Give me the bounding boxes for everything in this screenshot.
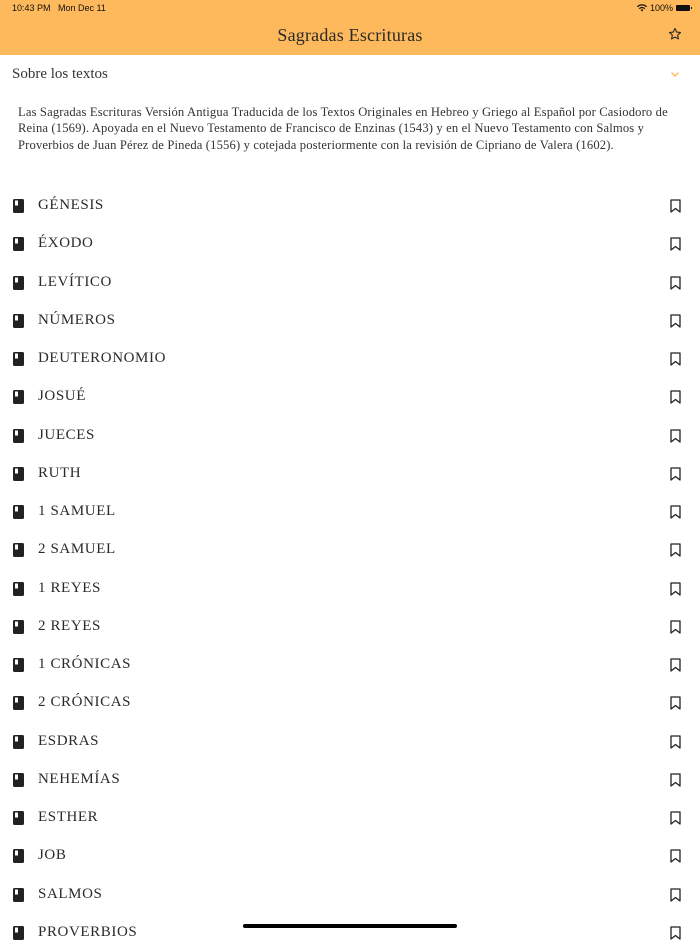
battery-percent: 100% [649, 3, 673, 13]
book-row[interactable] [0, 455, 700, 493]
bookmark-icon[interactable] [670, 620, 681, 634]
book-name: NÚMEROS [38, 311, 116, 328]
status-indicators [637, 3, 690, 13]
book-icon [13, 888, 24, 902]
bookmark-icon[interactable] [670, 352, 681, 366]
book-icon [13, 582, 24, 596]
bookmark-icon[interactable] [670, 658, 681, 672]
book-name: JOSUÉ [38, 388, 87, 405]
book-name: JUECES [38, 426, 95, 443]
home-indicator[interactable] [243, 924, 457, 928]
book-row[interactable] [0, 570, 700, 608]
bookmark-icon[interactable] [670, 199, 681, 213]
book-row[interactable] [0, 493, 700, 531]
book-row[interactable] [0, 264, 700, 302]
book-name: 1 SAMUEL [38, 503, 116, 519]
book-icon [13, 543, 24, 557]
book-name: ÉXODO [38, 235, 94, 252]
book-row[interactable] [0, 837, 700, 875]
book-icon [13, 505, 24, 519]
bookmark-icon[interactable] [670, 926, 681, 940]
book-icon [13, 658, 24, 672]
bookmark-icon[interactable] [670, 390, 681, 404]
bookmark-icon[interactable] [670, 467, 681, 481]
book-row[interactable] [0, 914, 700, 952]
wifi-icon [637, 4, 647, 12]
book-row[interactable] [0, 417, 700, 455]
book-name: LEVÍTICO [38, 273, 112, 290]
about-texts-toggle[interactable] [0, 55, 700, 95]
book-icon [13, 849, 24, 863]
bookmark-icon[interactable] [670, 888, 681, 902]
book-row[interactable] [0, 531, 700, 569]
bookmark-icon[interactable] [670, 696, 681, 710]
book-icon [13, 811, 24, 825]
book-icon [13, 237, 24, 251]
bookmark-icon[interactable] [670, 237, 681, 251]
book-row[interactable] [0, 340, 700, 378]
book-icon [13, 926, 24, 940]
about-description: Las Sagradas Escrituras Versión Antigua Traducida de los Textos Originales en Hebreo y Griego al Español por Casiodoro de Reina (1569). Apoyada en el Nuevo Testamento de Francisco de Enzinas (1543) y en el Nuevo Testamento con Salmos y Proverbios de Juan Pérez de Pineda (1556) y cotejada posteriormente con la revisión de Cipriano de Valera (1602). [18, 105, 668, 152]
book-name: SALMOS [38, 885, 103, 902]
book-row[interactable] [0, 646, 700, 684]
star-icon[interactable] [668, 27, 682, 41]
book-row[interactable] [0, 302, 700, 340]
chevron-down-icon[interactable] [670, 69, 680, 79]
book-icon [13, 773, 24, 787]
book-name: ESDRAS [38, 732, 100, 749]
book-icon [13, 735, 24, 749]
books-list [0, 187, 700, 952]
book-icon [13, 620, 24, 634]
book-icon [13, 314, 24, 328]
page-title: Sagradas Escrituras [277, 25, 423, 45]
book-icon [13, 199, 24, 213]
book-name: 2 CRÓNICAS [38, 694, 132, 711]
book-row[interactable] [0, 723, 700, 761]
bookmark-icon[interactable] [670, 773, 681, 787]
bookmark-icon[interactable] [670, 849, 681, 863]
about-texts-label: Sobre los textos [12, 66, 108, 82]
book-name: 2 REYES [38, 617, 101, 634]
book-name: GÉNESIS [38, 197, 104, 213]
book-row[interactable] [0, 378, 700, 416]
book-icon [13, 390, 24, 404]
book-name: 1 REYES [38, 579, 101, 596]
book-row[interactable] [0, 876, 700, 914]
status-time [12, 3, 106, 13]
book-name: 2 SAMUEL [38, 541, 116, 558]
bookmark-icon[interactable] [670, 582, 681, 596]
time-text: 10:43 PM [12, 3, 51, 13]
battery-icon [676, 5, 690, 11]
book-name: DEUTERONOMIO [38, 350, 167, 366]
book-name: 1 CRÓNICAS [38, 656, 132, 672]
bookmark-icon[interactable] [670, 543, 681, 557]
book-row[interactable] [0, 761, 700, 799]
bookmark-icon[interactable] [670, 276, 681, 290]
bookmark-icon[interactable] [670, 429, 681, 443]
bookmark-icon[interactable] [670, 314, 681, 328]
book-icon [13, 276, 24, 290]
book-name: ESTHER [38, 809, 99, 825]
book-row[interactable] [0, 225, 700, 263]
book-icon [13, 429, 24, 443]
book-name: JOB [38, 847, 67, 864]
book-icon [13, 352, 24, 366]
book-row[interactable] [0, 187, 700, 225]
book-row[interactable] [0, 608, 700, 646]
book-row[interactable] [0, 684, 700, 722]
date-text: Mon Dec 11 [58, 3, 106, 13]
bookmark-icon[interactable] [670, 735, 681, 749]
book-name: RUTH [38, 464, 82, 481]
book-name: NEHEMÍAS [38, 770, 121, 787]
book-icon [13, 467, 24, 481]
bookmark-icon[interactable] [670, 811, 681, 825]
navigation-header [0, 0, 700, 55]
book-icon [13, 696, 24, 710]
book-name: PROVERBIOS [38, 923, 138, 940]
bookmark-icon[interactable] [670, 505, 681, 519]
book-row[interactable] [0, 799, 700, 837]
